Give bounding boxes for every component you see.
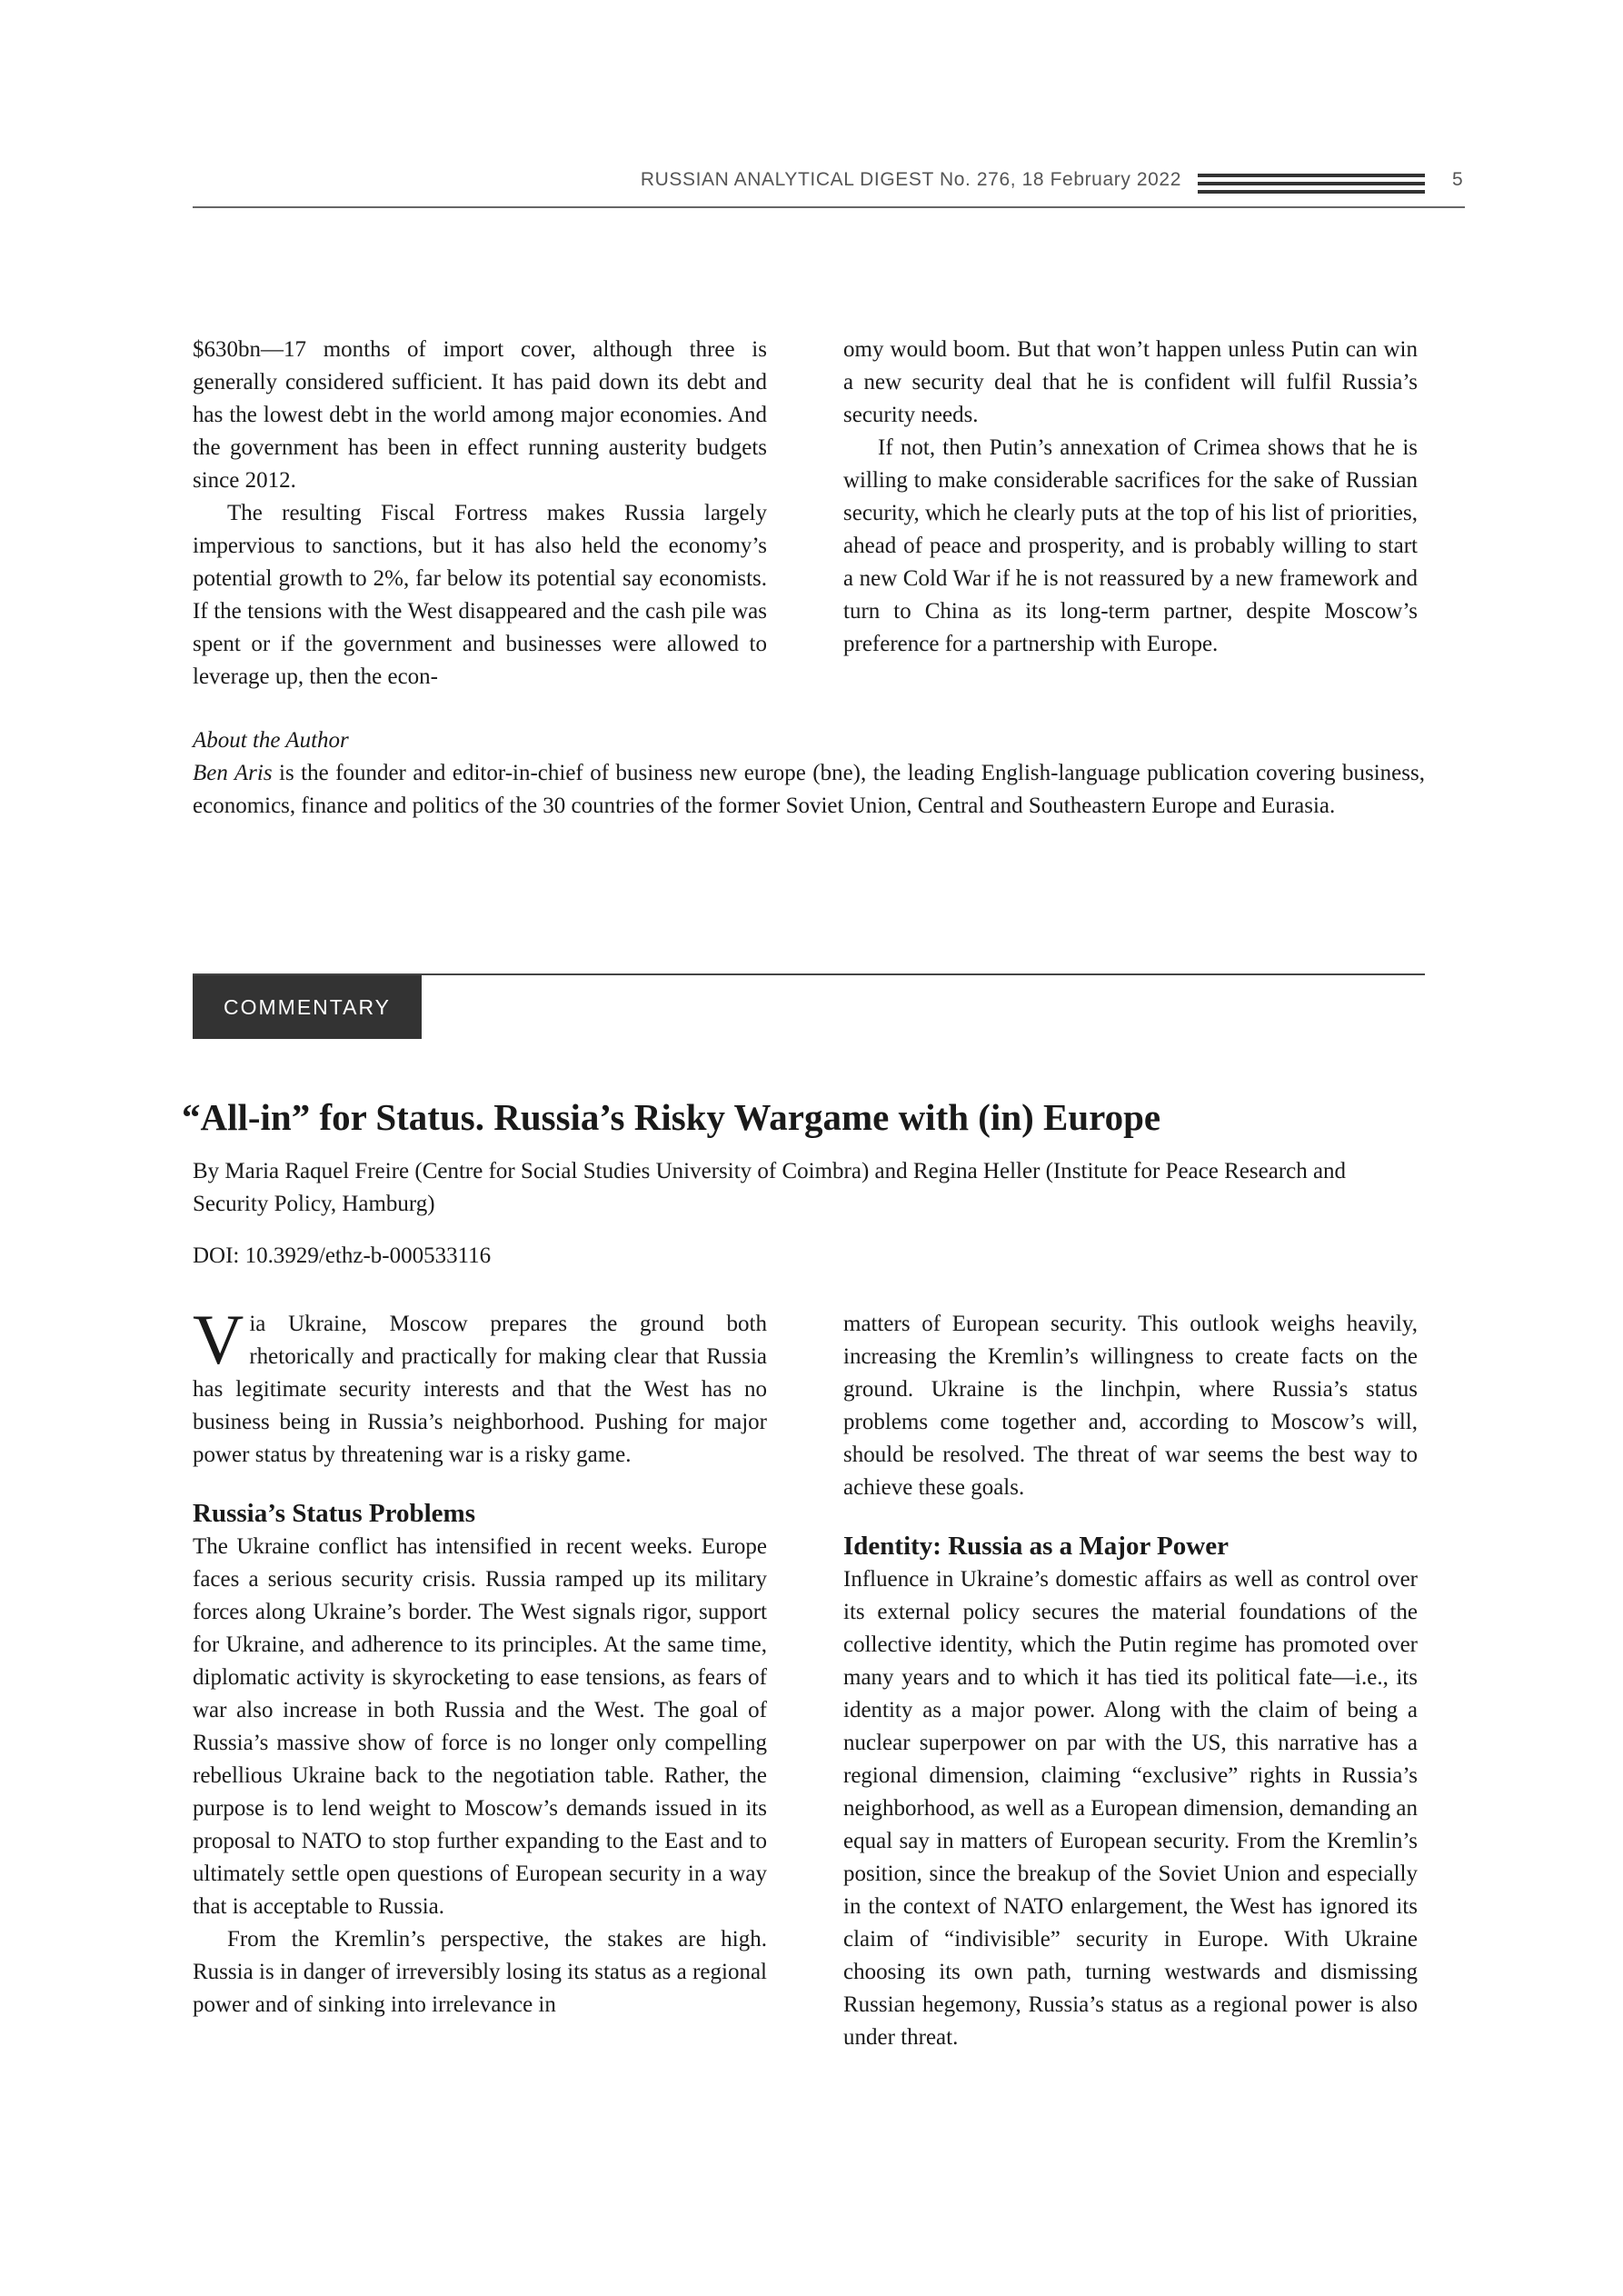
about-author-label: About the Author [193, 728, 349, 753]
prev-article-left-column [193, 334, 767, 694]
section-heading: Russia’s Status Problems [193, 1499, 475, 1528]
paragraph: Influence in Ukraine’s domestic affairs as well as control over its external policy secures the material foundations of the collective identity, which the Putin regime has promoted over many years and to which it has tied its political fate—i.e., its identity as a major power. Along with the claim of being a nuclear superpower on par with the US, this narrative has a regional dimension, claiming “exclusive” rights in Russia’s neighborhood, as well as a European dimension, demanding an equal say in matters of European security. From the Kremlin’s position, since the breakup of the Soviet Union and especially in the context of NATO enlargement, the West has ignored its claim of “indivisible” security in Europe. With Ukraine choosing its own path, turning westwards and dismissing Russian hegemony, Russia’s status as a regional power is also under threat. [843, 1567, 1418, 2050]
prev-article-right-column [843, 334, 1418, 661]
section-heading: Identity: Russia as a Major Power [843, 1532, 1229, 1561]
header-rule [193, 206, 1465, 208]
paragraph: $630bn—17 months of import cover, although three is generally considered sufficient. It has paid down its debt and has the lowest debt in the world among major economies. And the government has been in effect running austerity budgets since 2012. [193, 337, 767, 493]
section-label: COMMENTARY [193, 975, 422, 1039]
paragraph: From the Kremlin’s perspective, the stakes are high. Russia is in danger of irreversibly losing its status as a regional power and of sinking into irrelevance in [193, 1927, 767, 2017]
paragraph: If not, then Putin’s annexation of Crimea shows that he is willing to make considerable sacrifices for the sake of Russian security, which he clearly puts at the top of his list of priorities, ahead of peace and prosperity, and is probably willing to start a new Cold War if he is not reassured by a new framework and turn to China as its long-term partner, despite Moscow’s preference for a partnership with Europe. [843, 435, 1418, 656]
header-decoration [1198, 174, 1425, 194]
drop-cap: V [193, 1300, 244, 1379]
author-bio: is the founder and editor-in-chief of business new europe (bne), the leading English-language publication covering business, economics, finance and politics of the 30 countries of the former Soviet Union, Central and Southeastern Europe and Eurasia. [193, 761, 1425, 818]
paragraph: omy would boom. But that won’t happen unless Putin can win a new security deal that he is confident will fulfil Russia’s security needs. [843, 337, 1418, 427]
intro-paragraph [193, 1300, 767, 1472]
article-doi: DOI: 10.3929/ethz-b-000533116 [193, 1243, 492, 1268]
article-right-column [843, 1308, 1418, 2054]
running-header: RUSSIAN ANALYTICAL DIGEST No. 276, 18 February 2022 [640, 169, 1181, 190]
about-author [193, 724, 1425, 823]
author-name: Ben Aris [193, 761, 273, 785]
intro-text: ia Ukraine, Moscow prepares the ground both rhetorically and practically for making clear that Russia has legitimate security interests and that the West has no business being in Russia’s neighborhood. Pushing for major power status by threatening war is a risky game. [193, 1312, 767, 1467]
article-byline: By Maria Raquel Freire (Centre for Social Studies University of Coimbra) and Regina Heller (Institute for Peace Research and Security Policy, Hamburg) [193, 1159, 1347, 1216]
paragraph: matters of European security. This outlook weighs heavily, increasing the Kremlin’s willingness to create facts on the ground. Ukraine is the linchpin, where Russia’s status problems come together and, according to Moscow’s will, should be resolved. The threat of war seems the best way to achieve these goals. [843, 1312, 1418, 1500]
paragraph: The Ukraine conflict has intensified in recent weeks. Europe faces a serious security crisis. Russia ramped up its military forces along Ukraine’s border. The West signals rigor, support for Ukraine, and adherence to its principles. At the same time, diplomatic activity is skyrocketing to ease tensions, as fears of war also increase in both Russia and the West. The goal of Russia’s massive show of force is no longer only compelling rebellious Ukraine back to the negotiation table. Rather, the purpose is to lend weight to Moscow’s demands issued in its proposal to NATO to stop further expanding to the East and to ultimately settle open questions of European security in a way that is acceptable to Russia. [193, 1534, 767, 1919]
article-title: “All-in” for Status. Russia’s Risky Wargame with (in) Europe [182, 1096, 1161, 1138]
article-left-column [193, 1300, 767, 2021]
paragraph: The resulting Fiscal Fortress makes Russia largely impervious to sanctions, but it has also held the economy’s potential growth to 2%, far below its potential say economists. If the tensions with the West disappeared and the cash pile was spent or if the government and businesses were allowed to leverage up, then the econ- [193, 501, 767, 689]
page-number: 5 [1452, 169, 1463, 190]
